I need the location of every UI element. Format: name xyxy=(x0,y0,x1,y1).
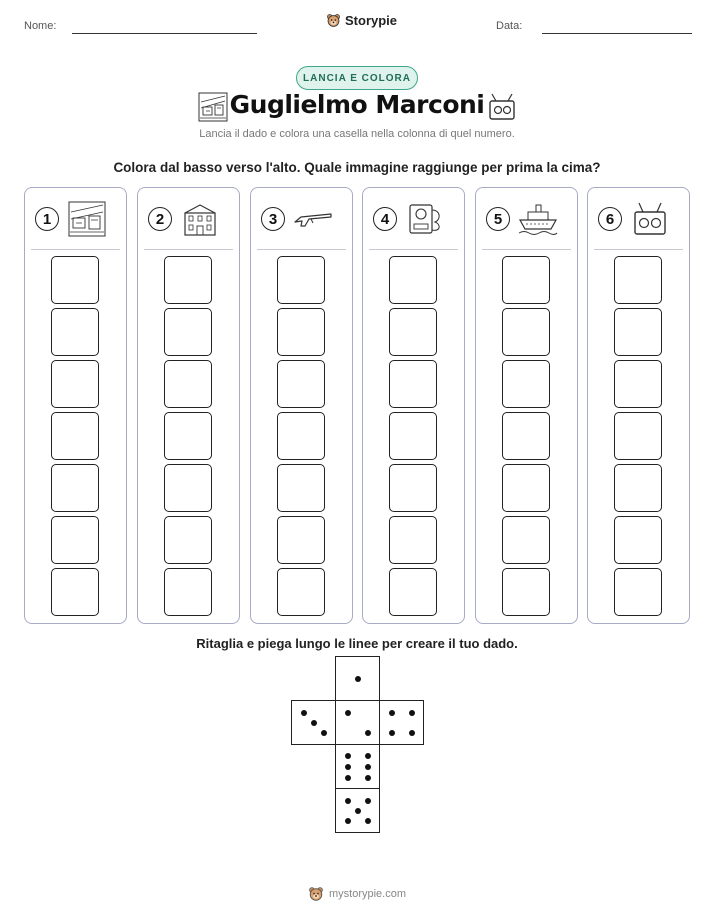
die-pip xyxy=(345,818,351,824)
color-cell[interactable] xyxy=(164,256,212,304)
column-divider xyxy=(594,249,683,250)
die-pip xyxy=(365,818,371,824)
column-divider xyxy=(369,249,458,250)
color-cell[interactable] xyxy=(502,412,550,460)
color-cell[interactable] xyxy=(51,360,99,408)
color-cell[interactable] xyxy=(389,360,437,408)
color-cell[interactable] xyxy=(164,360,212,408)
die-pip xyxy=(409,730,415,736)
name-line xyxy=(72,33,257,34)
column-number: 5 xyxy=(486,207,510,231)
color-cell[interactable] xyxy=(277,256,325,304)
color-cell[interactable] xyxy=(614,256,662,304)
column-number: 6 xyxy=(598,207,622,231)
color-cell[interactable] xyxy=(277,464,325,512)
die-pip xyxy=(389,710,395,716)
color-cell[interactable] xyxy=(389,308,437,356)
color-cell[interactable] xyxy=(502,256,550,304)
date-line xyxy=(542,33,692,34)
column-2 xyxy=(137,187,240,624)
die-pip xyxy=(345,753,351,759)
color-cell[interactable] xyxy=(51,516,99,564)
color-cell[interactable] xyxy=(614,412,662,460)
color-cell[interactable] xyxy=(51,308,99,356)
column-3 xyxy=(250,187,353,624)
color-cell[interactable] xyxy=(614,360,662,408)
column-6 xyxy=(587,187,690,624)
color-cell[interactable] xyxy=(51,412,99,460)
lab-scene-icon xyxy=(67,200,107,238)
die-pip xyxy=(355,676,361,682)
building-icon xyxy=(180,200,220,238)
die-face-two xyxy=(335,700,380,745)
die-face-three xyxy=(291,700,336,745)
die-pip xyxy=(301,710,307,716)
die-pip xyxy=(345,775,351,781)
radio-icon xyxy=(630,200,670,238)
die-face-one xyxy=(335,656,380,701)
die-pip xyxy=(365,775,371,781)
instruction-text: Colora dal basso verso l'alto. Quale immagine raggiunge per prima la cima? xyxy=(113,160,601,175)
color-cell[interactable] xyxy=(277,516,325,564)
column-divider xyxy=(144,249,233,250)
die-face-four xyxy=(379,700,424,745)
footer-url: mystorypie.com xyxy=(328,888,407,900)
color-cell[interactable] xyxy=(164,464,212,512)
die-face-six xyxy=(335,744,380,789)
bear-logo-icon xyxy=(308,886,324,902)
die-pip xyxy=(389,730,395,736)
color-cell[interactable] xyxy=(502,464,550,512)
column-number: 2 xyxy=(148,207,172,231)
color-cell[interactable] xyxy=(277,568,325,616)
die-pip xyxy=(365,798,371,804)
column-divider xyxy=(482,249,571,250)
color-cell[interactable] xyxy=(502,360,550,408)
column-number: 3 xyxy=(261,207,285,231)
rifle-icon xyxy=(293,200,333,238)
color-cell[interactable] xyxy=(389,568,437,616)
color-cell[interactable] xyxy=(502,308,550,356)
die-pip xyxy=(345,710,351,716)
color-cell[interactable] xyxy=(389,464,437,512)
die-pip xyxy=(321,730,327,736)
radio-apparatus-icon xyxy=(405,200,445,238)
die-pip xyxy=(345,764,351,770)
column-divider xyxy=(257,249,346,250)
name-label: Nome: xyxy=(24,20,57,32)
brand-name: Storypie xyxy=(345,13,398,28)
die-pip xyxy=(365,764,371,770)
column-5 xyxy=(475,187,578,624)
ship-icon xyxy=(518,200,558,238)
color-cell[interactable] xyxy=(614,308,662,356)
color-cell[interactable] xyxy=(614,568,662,616)
column-divider xyxy=(31,249,120,250)
color-cell[interactable] xyxy=(389,516,437,564)
color-cell[interactable] xyxy=(277,308,325,356)
die-pip xyxy=(345,798,351,804)
color-cell[interactable] xyxy=(51,256,99,304)
die-pip xyxy=(365,753,371,759)
color-cell[interactable] xyxy=(164,516,212,564)
column-1 xyxy=(24,187,127,624)
die-pip xyxy=(409,710,415,716)
die-pip xyxy=(311,720,317,726)
color-cell[interactable] xyxy=(389,412,437,460)
brand-logo xyxy=(326,13,397,28)
radio-icon xyxy=(487,92,517,122)
bear-logo-icon xyxy=(326,13,341,28)
color-cell[interactable] xyxy=(277,360,325,408)
die-pip xyxy=(365,730,371,736)
color-cell[interactable] xyxy=(164,568,212,616)
color-cell[interactable] xyxy=(502,516,550,564)
activity-badge: LANCIA E COLORA xyxy=(296,66,418,90)
color-cell[interactable] xyxy=(51,568,99,616)
cut-instruction: Ritaglia e piega lungo le linee per creare il tuo dado. xyxy=(196,636,518,651)
page-title: Guglielmo Marconi xyxy=(229,90,485,119)
color-cell[interactable] xyxy=(614,516,662,564)
color-cell[interactable] xyxy=(164,412,212,460)
subtitle: Lancia il dado e colora una casella nella colonna di quel numero. xyxy=(199,128,515,140)
color-cell[interactable] xyxy=(502,568,550,616)
footer xyxy=(0,886,714,902)
color-cell[interactable] xyxy=(614,464,662,512)
column-number: 4 xyxy=(373,207,397,231)
die-pip xyxy=(355,808,361,814)
die-face-five xyxy=(335,788,380,833)
column-4 xyxy=(362,187,465,624)
color-cell[interactable] xyxy=(277,412,325,460)
color-cell[interactable] xyxy=(164,308,212,356)
column-number: 1 xyxy=(35,207,59,231)
color-cell[interactable] xyxy=(389,256,437,304)
color-cell[interactable] xyxy=(51,464,99,512)
date-label: Data: xyxy=(496,20,523,32)
